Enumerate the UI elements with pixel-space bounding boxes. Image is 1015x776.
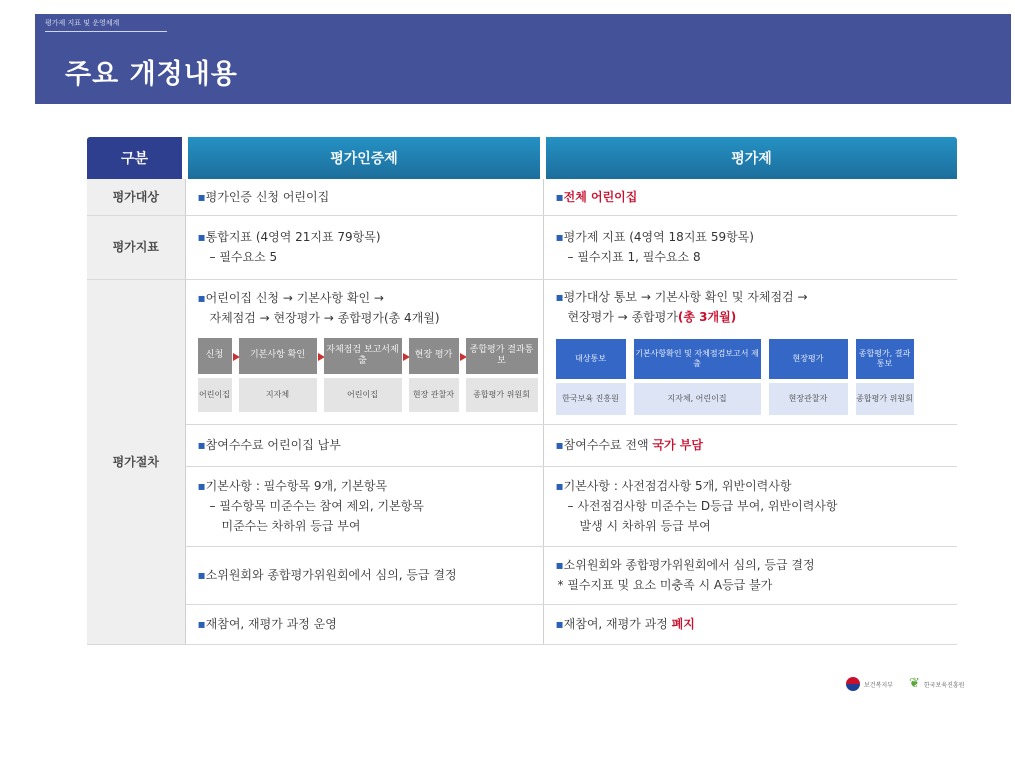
page-title: 주요 개정내용 [65,59,238,90]
cell-certification: ▪평가인증 신청 어린이집 [185,179,543,215]
flow-actor: 어린이집 [198,378,232,412]
flow-step: 종합평가 결과통보 [466,338,538,374]
flow-step: 현장평가 [769,339,848,379]
cell-evaluation: ▪평가제 지표 (4영역 18지표 59항목) – 필수지표 1, 필수요소 8 [543,215,957,279]
row-procedure-committee [87,546,957,604]
cell-evaluation: ▪전체 어린이집 [543,179,957,215]
header-evaluation: 평가제 [543,137,957,179]
cell-certification: ▪통합지표 (4영역 21지표 79항목) – 필수요소 5 [185,215,543,279]
flow-actor: 한국보육 진흥원 [556,383,626,415]
row-label: 평가대상 [87,179,185,215]
flow-actor: 종합평가 위원회 [856,383,914,415]
comparison-table [87,137,957,645]
cell-evaluation: ▪재참여, 재평가 과정 폐지 [543,604,957,644]
taegeuk-icon [846,677,860,691]
evaluation-flow-diagram [556,339,946,415]
flow-step: 신청 [198,338,232,374]
cell-certification: ▪참여수수료 어린이집 납부 [185,424,543,466]
flow-actor: 현장 관찰자 [409,378,459,412]
breadcrumb: 평가제 지표 및 운영체계 [45,18,167,32]
footer-logos [846,677,964,691]
flow-actor: 현장관찰자 [769,383,848,415]
institute-logo: ❦ 한국보육진흥원 [908,676,965,691]
flow-actor: 어린이집 [324,378,402,412]
cell-evaluation: ▪소위원회와 종합평가위원회에서 심의, 등급 결정 * 필수지표 및 요소 미충족 시 A등급 불가 [543,546,957,604]
flow-step: 기본사항 확인 [239,338,317,374]
flow-step: 기본사항확인 및 자체점검보고서 제출 [634,339,761,379]
title-banner [35,14,1011,104]
flow-actor: 종합평가 위원회 [466,378,538,412]
cell-evaluation: ▪평가대상 통보 → 기본사항 확인 및 자체점검 → 현장평가 → 종합평가(총 3개월) 대상통보 기본사항확인 및 자체점검보고서 제출 현장평가 종합평가, 결과통보 한국보육 진흥원 지자체, 어린이집 현장관찰자 종합평가 위원회 [543,279,957,424]
row-procedure-fee [87,424,957,466]
flow-actor: 지자체, 어린이집 [634,383,761,415]
row-indicator [87,215,957,279]
row-label: 평가절차 [87,279,185,644]
cell-certification: ▪재참여, 재평가 과정 운영 [185,604,543,644]
flow-step: 현장 평가 [409,338,459,374]
row-procedure-flow [87,279,957,424]
cell-certification: ▪기본사항 : 필수항목 9개, 기본항목 – 필수항목 미준수는 참여 제외, 기본항목 미준수는 차하위 등급 부여 [185,466,543,546]
header-category: 구분 [87,137,185,179]
flow-step: 종합평가, 결과통보 [856,339,914,379]
cell-evaluation: ▪참여수수료 전액 국가 부담 [543,424,957,466]
cell-evaluation: ▪기본사항 : 사전점검사항 5개, 위반이력사항 – 사전점검사항 미준수는 D등급 부여, 위반이력사항 발생 시 차하위 등급 부여 [543,466,957,546]
table-header-row [87,137,957,179]
row-procedure-basic [87,466,957,546]
flow-actor: 지자체 [239,378,317,412]
certification-flow-diagram [198,338,534,412]
cell-certification: ▪어린이집 신청 → 기본사항 확인 → 자체점검 → 현장평가 → 종합평가(총 4개월) 신청 기본사항 확인 자체점검 보고서제출 현장 평가 종합평가 결과통보 어린이집 지자체 어린이집 현장 관찰자 종합평가 위원회 [185,279,543,424]
ministry-logo: 보건복지부 [846,677,893,691]
row-label: 평가지표 [87,215,185,279]
cell-certification: ▪소위원회와 종합평가위원회에서 심의, 등급 결정 [185,546,543,604]
flow-step: 자체점검 보고서제출 [324,338,402,374]
header-certification: 평가인증제 [185,137,543,179]
flow-step: 대상통보 [556,339,626,379]
row-procedure-reeval [87,604,957,644]
row-target [87,179,957,215]
leaf-icon: ❦ [908,676,920,691]
